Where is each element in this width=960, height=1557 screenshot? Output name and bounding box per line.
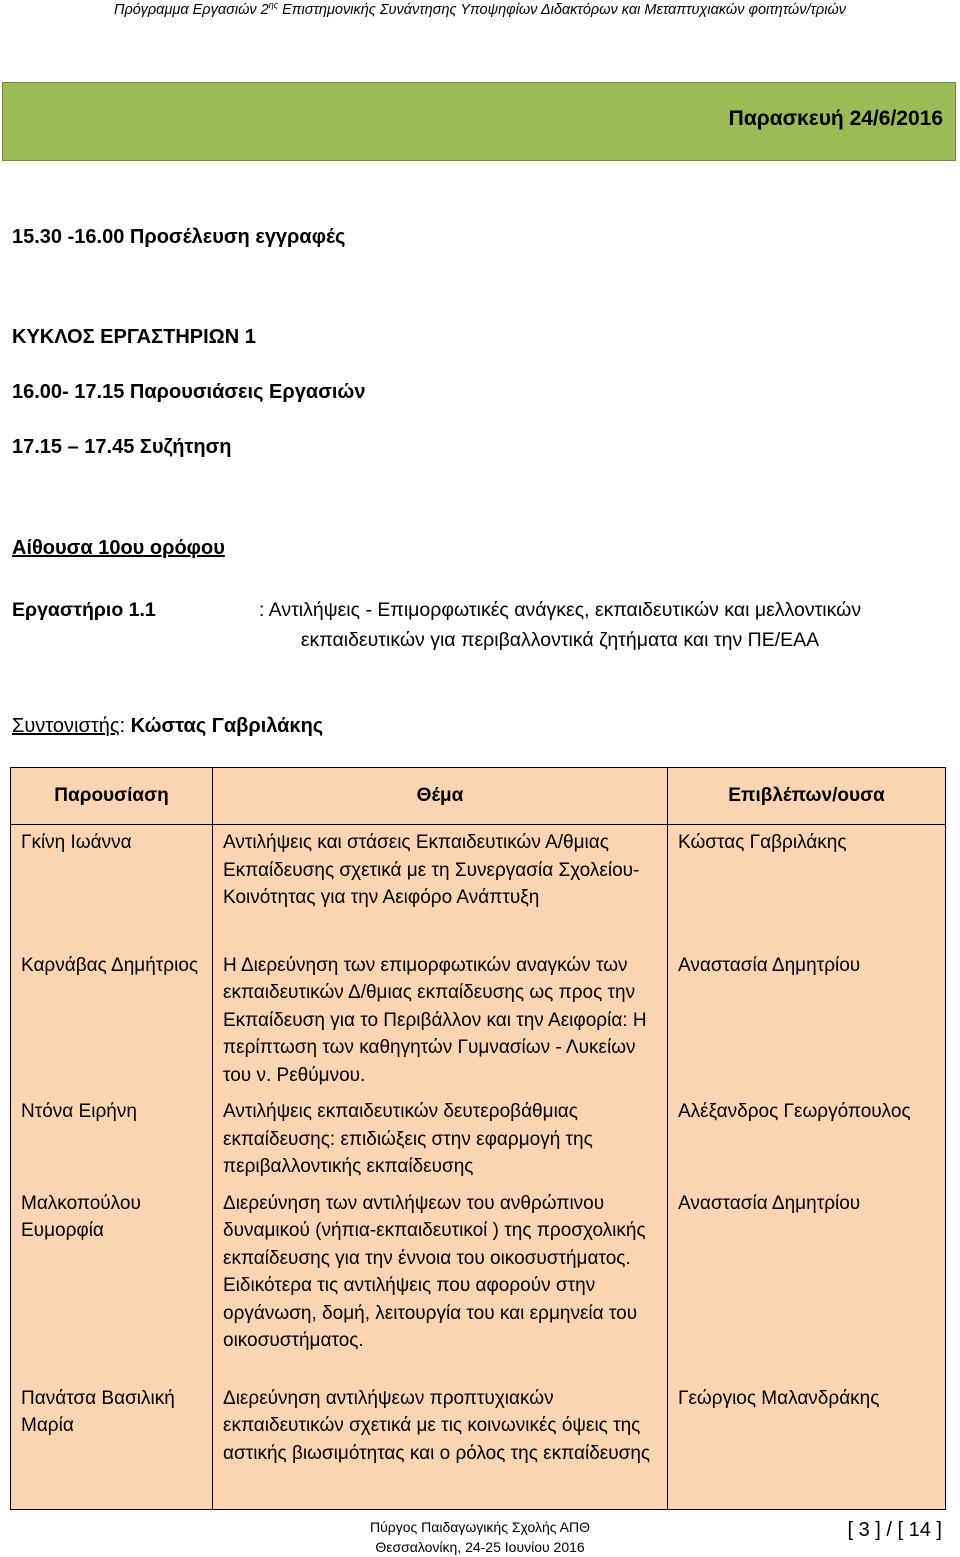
presenter-cell: Γκίνη Ιωάννα	[11, 825, 213, 951]
supervisor-cell: Γεώργιος Μαλανδράκης	[668, 1384, 946, 1510]
table-row	[11, 1384, 946, 1510]
supervisor-cell: Κώστας Γαβριλάκης	[668, 825, 946, 951]
header-supervisor: Επιβλέπων/ουσα	[668, 768, 946, 825]
presentations-table	[10, 767, 946, 1510]
page-number: [ 3 ] / [ 14 ]	[847, 1519, 942, 1541]
supervisor-cell: Αλέξανδρος Γεωργόπουλος	[668, 1097, 946, 1189]
presenter-cell: Καρνάβας Δημήτριος	[11, 951, 213, 1098]
discussion-time: 17.15 – 17.45 Συζήτηση	[12, 436, 232, 458]
presenter-cell: Πανάτσα Βασιλική Μαρία	[11, 1384, 213, 1510]
table-row	[11, 951, 946, 1098]
day-banner-date: Παρασκευή 24/6/2016	[728, 107, 943, 130]
room-label: Αίθουσα 10ου ορόφου	[12, 537, 225, 559]
workshop-cycle: ΚΥΚΛΟΣ ΕΡΓΑΣΤΗΡΙΩΝ 1	[12, 326, 256, 348]
table-row	[11, 1097, 946, 1189]
presentations-time: 16.00- 17.15 Παρουσιάσεις Εργασιών	[12, 381, 366, 403]
footer-venue: Πύργος Παιδαγωγικής Σχολής ΑΠΘ Θεσσαλονίκη, 24-25 Ιουνίου 2016	[370, 1519, 590, 1555]
header-presenter: Παρουσίαση	[11, 768, 213, 825]
running-header: Πρόγραμμα Εργασιών $2^{\eta\varsigma}$ Επιστημονικής Συνάντησης Υποψηφίων Διδακτόρων και Μεταπτυχιακών φοιτητών/τριών	[114, 0, 846, 18]
lab-topic: : Αντιλήψεις - Επιμορφωτικές ανάγκες, εκπαιδευτικών και μελλοντικών εκπαιδευτικών για περιβαλλοντικά ζητήματα και την ΠΕ/ΕΑΑ	[258, 599, 862, 651]
presenter-cell: Μαλκοπούλου Ευμορφία	[11, 1189, 213, 1384]
topic-cell: Διερεύνηση αντιλήψεων προπτυχιακών εκπαιδευτικών σχετικά με τις κοινωνικές όψεις της αστικής βιωσιμότητας και ο ρόλος της εκπαίδευσης	[213, 1384, 668, 1510]
lab-title	[12, 595, 942, 651]
topic-cell: Η Διερεύνηση των επιμορφωτικών αναγκών των εκπαιδευτικών Δ/θμιας εκπαίδευσης ως προς την Εκπαίδευση για το Περιβάλλον και την Αειφορία: Η περίπτωση των καθηγητών Γυμνασίων - Λυκείων του ν. Ρεθύμνου.	[213, 951, 668, 1098]
coordinator-name: Κώστας Γαβριλάκης	[130, 715, 324, 737]
coordinator: Συντονιστής: Κώστας Γαβριλάκης	[12, 715, 324, 737]
presenter-cell: Ντόνα Ειρήνη	[11, 1097, 213, 1189]
header-topic: Θέμα	[213, 768, 668, 825]
topic-cell: Αντιλήψεις εκπαιδευτικών δευτεροβάθμιας εκπαίδευσης: επιδιώξεις στην εφαρμογή της περιβαλλοντικής εκπαίδευσης	[213, 1097, 668, 1189]
lab-label: Εργαστήριο 1.1	[12, 599, 156, 621]
topic-cell: Αντιλήψεις και στάσεις Εκπαιδευτικών Α/θμιας Εκπαίδευσης σχετικά με τη Συνεργασία Σχολείου-Κοινότητας για την Αειφόρο Ανάπτυξη	[213, 825, 668, 951]
table-row	[11, 825, 946, 951]
day-banner	[2, 82, 956, 161]
table-row	[11, 1189, 946, 1384]
supervisor-cell: Αναστασία Δημητρίου	[668, 951, 946, 1098]
table-header-row	[11, 768, 946, 825]
registration-time: 15.30 -16.00 Προσέλευση εγγραφές	[12, 226, 346, 248]
topic-cell: Διερεύνηση των αντιλήψεων του ανθρώπινου δυναμικού (νήπια-εκπαιδευτικοί ) της προσχολικής εκπαίδευσης για την έννοια του οικοσυστήματος. Ειδικότερα τις αντιλήψεις που αφορούν στην οργάνωση, δομή, λειτουργία του και ερμηνεία του οικοσυστήματος.	[213, 1189, 668, 1384]
supervisor-cell: Αναστασία Δημητρίου	[668, 1189, 946, 1384]
